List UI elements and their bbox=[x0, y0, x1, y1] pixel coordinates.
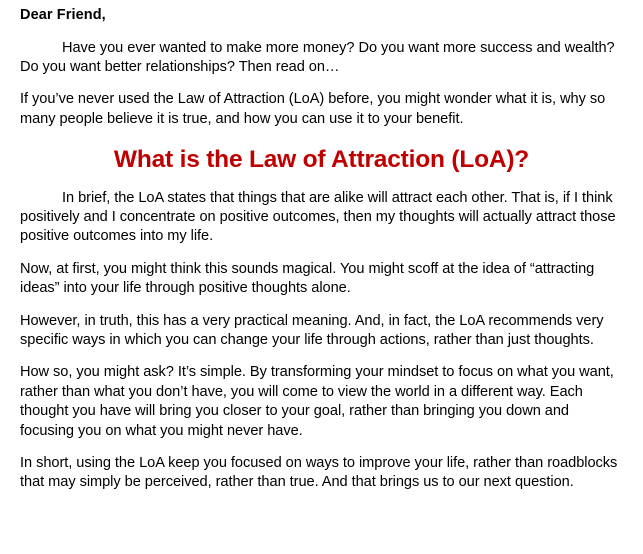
paragraph-loa-unfamiliar: If you’ve never used the Law of Attraction (LoA) before, you might wonder what it is, why so many people believe it is true, and how you can use it to your benefit. bbox=[20, 91, 606, 127]
paragraph-summary: In short, using the LoA keep you focused on ways to improve your life, rather than roadblocks that may simply be perceived, rather than true. And that brings us to our next question. bbox=[20, 455, 618, 491]
paragraph-sounds-magical: Now, at first, you might think this sounds magical. You might scoff at the idea of “attracting ideas” into your life through positive thoughts alone. bbox=[20, 260, 595, 297]
paragraph-practical-meaning: However, in truth, this has a very practical meaning. And, in fact, the LoA recommends very specific ways in which you can change your life through actions, rather than just thoughts. bbox=[20, 312, 604, 349]
salutation: Dear Friend, bbox=[20, 7, 106, 23]
paragraph-mindset-transformation: How so, you might ask? It’s simple. By transforming your mindset to focus on what you want, rather than what you don’t have, you will come to view the world in a different way. Each thought you have will bring you closer to your goal, rather than bringing you down and focusing you on what you might never have. bbox=[20, 364, 614, 439]
section-heading: What is the Law of Attraction (LoA)? bbox=[113, 146, 530, 174]
paragraph-intro-questions: Have you ever wanted to make more money? Do you want more success and wealth? Do you want better relationships? Then read on… bbox=[20, 39, 615, 75]
paragraph-loa-definition: In brief, the LoA states that things that are alike will attract each other. That is, if I think positively and I concentrate on positive outcomes, then my thoughts will actually attract those positive outcomes into my life. bbox=[20, 189, 616, 245]
